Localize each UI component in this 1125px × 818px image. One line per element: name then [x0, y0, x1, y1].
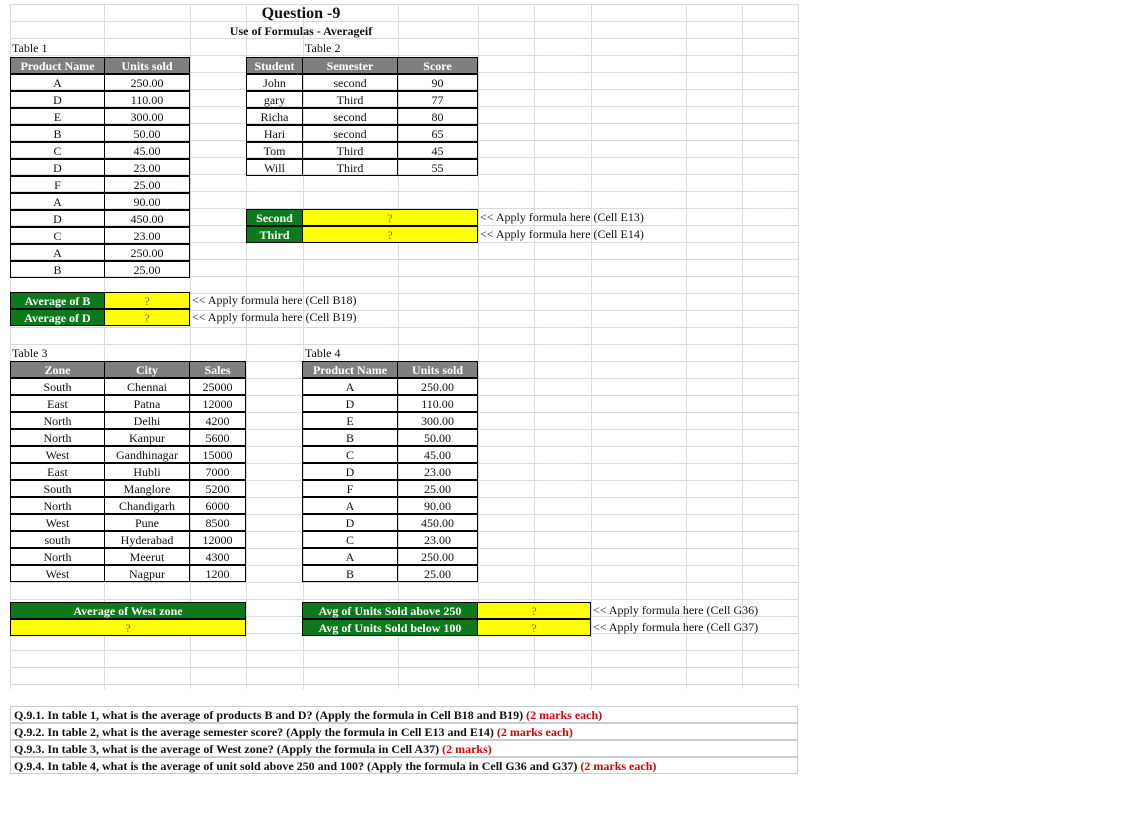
- table2-cell[interactable]: second: [302, 108, 398, 125]
- avg-second-cell[interactable]: ?: [302, 209, 478, 226]
- table3-cell[interactable]: 25000: [189, 378, 246, 395]
- avg-west-cell[interactable]: ?: [10, 619, 246, 636]
- table4-cell[interactable]: A: [302, 548, 398, 565]
- table3-cell[interactable]: Chandigarh: [104, 497, 190, 514]
- table3-cell[interactable]: 1200: [189, 565, 246, 582]
- table2-cell[interactable]: 77: [397, 91, 478, 108]
- gridline: [190, 4, 191, 689]
- table2-cell[interactable]: Tom: [246, 142, 303, 159]
- table3-cell[interactable]: West: [10, 446, 105, 463]
- table1-header-product[interactable]: Product Name: [10, 57, 105, 74]
- table4-cell[interactable]: 45.00: [397, 446, 478, 463]
- table2-cell[interactable]: Third: [302, 142, 398, 159]
- question-text: Q.9.4. In table 4, what is the average of unit sold above 250 and 100? (Apply the formula in Cell G36 and G37): [14, 759, 578, 773]
- page-subtitle[interactable]: Use of Formulas - Averageif: [229, 24, 373, 38]
- table4-cell[interactable]: 23.00: [397, 463, 478, 480]
- table1-cell[interactable]: A: [10, 244, 105, 261]
- gridline: [10, 582, 798, 583]
- table1-cell[interactable]: 250.00: [104, 74, 190, 91]
- table2-cell[interactable]: 45: [397, 142, 478, 159]
- table3-cell[interactable]: 15000: [189, 446, 246, 463]
- question-9-1[interactable]: [10, 706, 798, 723]
- table1-cell[interactable]: 450.00: [104, 210, 190, 227]
- table4-cell[interactable]: B: [302, 565, 398, 582]
- avg-third-cell[interactable]: ?: [302, 226, 478, 243]
- table2-cell[interactable]: 55: [397, 159, 478, 176]
- table1-cell[interactable]: 90.00: [104, 193, 190, 210]
- table3-header-city[interactable]: City: [104, 361, 190, 378]
- gridline: [10, 55, 798, 56]
- table4-cell[interactable]: F: [302, 480, 398, 497]
- table1-cell[interactable]: A: [10, 74, 105, 91]
- avg-above-250-cell[interactable]: ?: [477, 602, 591, 619]
- table3-cell[interactable]: Hubli: [104, 463, 190, 480]
- table3-cell[interactable]: North: [10, 548, 105, 565]
- table1-cell[interactable]: C: [10, 142, 105, 159]
- table1-cell[interactable]: B: [10, 125, 105, 142]
- table4-cell[interactable]: 23.00: [397, 531, 478, 548]
- table4-cell[interactable]: D: [302, 463, 398, 480]
- table1-cell[interactable]: 25.00: [104, 176, 190, 193]
- table2-header-score[interactable]: Score: [397, 57, 478, 74]
- table4-cell[interactable]: A: [302, 497, 398, 514]
- table3-cell[interactable]: West: [10, 514, 105, 531]
- table3-cell[interactable]: 4300: [189, 548, 246, 565]
- table4-cell[interactable]: 50.00: [397, 429, 478, 446]
- question-9-2[interactable]: [10, 723, 798, 740]
- table3-cell[interactable]: Gandhinagar: [104, 446, 190, 463]
- table1-cell[interactable]: 300.00: [104, 108, 190, 125]
- table3-cell[interactable]: 5200: [189, 480, 246, 497]
- avg-west-label[interactable]: Average of West zone: [10, 602, 246, 619]
- table3-header-sales[interactable]: Sales: [189, 361, 246, 378]
- table1-cell[interactable]: 50.00: [104, 125, 190, 142]
- table4-cell[interactable]: D: [302, 395, 398, 412]
- avg-b-label[interactable]: Average of B: [10, 292, 105, 309]
- gridline: [10, 667, 798, 668]
- avg-third-label[interactable]: Third: [246, 226, 303, 243]
- gridline: [686, 4, 687, 689]
- table4-cell[interactable]: B: [302, 429, 398, 446]
- avg-b-cell[interactable]: ?: [104, 292, 190, 309]
- table1-cell[interactable]: B: [10, 261, 105, 278]
- table3-cell[interactable]: Meerut: [104, 548, 190, 565]
- gridline: [10, 684, 798, 685]
- table3-cell[interactable]: south: [10, 531, 105, 548]
- table1-cell[interactable]: 45.00: [104, 142, 190, 159]
- question-9-4[interactable]: [10, 757, 798, 774]
- table4-caption[interactable]: Table 4: [305, 346, 341, 360]
- table1-cell[interactable]: 23.00: [104, 159, 190, 176]
- table2-header-semester[interactable]: Semester: [302, 57, 398, 74]
- avg-second-label[interactable]: Second: [246, 209, 303, 226]
- gridline: [591, 4, 592, 689]
- page-title[interactable]: Question -9: [261, 5, 341, 22]
- table1-cell[interactable]: 23.00: [104, 227, 190, 244]
- table3-cell[interactable]: 12000: [189, 531, 246, 548]
- avg-d-note[interactable]: << Apply formula here (Cell B19): [192, 310, 357, 324]
- table4-cell[interactable]: 25.00: [397, 565, 478, 582]
- table3-cell[interactable]: 7000: [189, 463, 246, 480]
- question-text: Q.9.2. In table 2, what is the average semester score? (Apply the formula in Cell E13 and E14): [14, 725, 494, 739]
- table2-cell[interactable]: John: [246, 74, 303, 91]
- question-marks: (2 marks each): [580, 759, 657, 773]
- avg-above-250-label[interactable]: Avg of Units Sold above 250: [302, 602, 478, 619]
- avg-above-250-note[interactable]: << Apply formula here (Cell G36): [593, 603, 759, 617]
- gridline: [742, 4, 743, 689]
- table2-cell[interactable]: Third: [302, 159, 398, 176]
- table1-cell[interactable]: A: [10, 193, 105, 210]
- table3-cell[interactable]: North: [10, 497, 105, 514]
- gridline: [534, 4, 535, 689]
- table3-cell[interactable]: Manglore: [104, 480, 190, 497]
- table4-cell[interactable]: 110.00: [397, 395, 478, 412]
- table1-cell[interactable]: D: [10, 91, 105, 108]
- table3-cell[interactable]: West: [10, 565, 105, 582]
- table1-cell[interactable]: 110.00: [104, 91, 190, 108]
- table4-cell[interactable]: 250.00: [397, 378, 478, 395]
- table2-cell[interactable]: Third: [302, 91, 398, 108]
- table1-cell[interactable]: 25.00: [104, 261, 190, 278]
- question-text: Q.9.1. In table 1, what is the average of products B and D? (Apply the formula in Cell B18 and B19): [14, 708, 524, 722]
- question-marks: (2 marks): [442, 742, 492, 756]
- table4-cell[interactable]: 300.00: [397, 412, 478, 429]
- table1-cell[interactable]: C: [10, 227, 105, 244]
- table3-cell[interactable]: Patna: [104, 395, 190, 412]
- table3-cell[interactable]: Nagpur: [104, 565, 190, 582]
- table3-header-zone[interactable]: Zone: [10, 361, 105, 378]
- table2-cell[interactable]: second: [302, 125, 398, 142]
- table1-header-units[interactable]: Units sold: [104, 57, 190, 74]
- table4-cell[interactable]: E: [302, 412, 398, 429]
- table1-cell[interactable]: D: [10, 159, 105, 176]
- table4-cell[interactable]: 450.00: [397, 514, 478, 531]
- table4-cell[interactable]: 25.00: [397, 480, 478, 497]
- gridline: [10, 650, 798, 651]
- table4-cell[interactable]: D: [302, 514, 398, 531]
- table2-cell[interactable]: second: [302, 74, 398, 91]
- question-marks: (2 marks each): [526, 708, 603, 722]
- question-marks: (2 marks each): [496, 725, 573, 739]
- table2-cell[interactable]: 65: [397, 125, 478, 142]
- avg-second-note[interactable]: << Apply formula here (Cell E13): [480, 210, 644, 224]
- table4-cell[interactable]: C: [302, 531, 398, 548]
- table1-caption[interactable]: Table 1: [12, 41, 48, 55]
- table2-cell[interactable]: 90: [397, 74, 478, 91]
- gridline: [798, 4, 799, 689]
- table3-cell[interactable]: North: [10, 412, 105, 429]
- gridline: [10, 327, 798, 328]
- table3-cell[interactable]: Hyderabad: [104, 531, 190, 548]
- avg-below-100-label[interactable]: Avg of Units Sold below 100: [302, 619, 478, 636]
- table3-cell[interactable]: South: [10, 378, 105, 395]
- table3-caption[interactable]: Table 3: [12, 346, 48, 360]
- avg-below-100-cell[interactable]: ?: [477, 619, 591, 636]
- table2-cell[interactable]: Richa: [246, 108, 303, 125]
- table3-cell[interactable]: 8500: [189, 514, 246, 531]
- table2-header-student[interactable]: Student: [246, 57, 303, 74]
- table3-cell[interactable]: 4200: [189, 412, 246, 429]
- gridline: [10, 599, 798, 600]
- table2-caption[interactable]: Table 2: [305, 41, 341, 55]
- table4-cell[interactable]: C: [302, 446, 398, 463]
- table3-cell[interactable]: 5600: [189, 429, 246, 446]
- table3-cell[interactable]: Delhi: [104, 412, 190, 429]
- table4-header-units[interactable]: Units sold: [397, 361, 478, 378]
- table1-cell[interactable]: D: [10, 210, 105, 227]
- table1-cell[interactable]: 250.00: [104, 244, 190, 261]
- table1-cell[interactable]: E: [10, 108, 105, 125]
- table2-cell[interactable]: Hari: [246, 125, 303, 142]
- table1-cell[interactable]: F: [10, 176, 105, 193]
- gridline: [478, 4, 479, 689]
- avg-d-cell[interactable]: ?: [104, 309, 190, 326]
- gridline: [10, 344, 798, 345]
- table2-cell[interactable]: gary: [246, 91, 303, 108]
- table3-cell[interactable]: 12000: [189, 395, 246, 412]
- avg-below-100-note[interactable]: << Apply formula here (Cell G37): [593, 620, 759, 634]
- table4-header-product[interactable]: Product Name: [302, 361, 398, 378]
- table4-cell[interactable]: 250.00: [397, 548, 478, 565]
- table3-cell[interactable]: South: [10, 480, 105, 497]
- table2-cell[interactable]: 80: [397, 108, 478, 125]
- table4-cell[interactable]: 90.00: [397, 497, 478, 514]
- table3-cell[interactable]: East: [10, 463, 105, 480]
- table3-cell[interactable]: Chennai: [104, 378, 190, 395]
- table3-cell[interactable]: East: [10, 395, 105, 412]
- table4-cell[interactable]: A: [302, 378, 398, 395]
- avg-d-label[interactable]: Average of D: [10, 309, 105, 326]
- avg-b-note[interactable]: << Apply formula here (Cell B18): [192, 293, 357, 307]
- table3-cell[interactable]: Kanpur: [104, 429, 190, 446]
- question-9-3[interactable]: [10, 740, 798, 757]
- question-text: Q.9.3. In table 3, what is the average of West zone? (Apply the formula in Cell A37): [14, 742, 440, 756]
- table2-cell[interactable]: Will: [246, 159, 303, 176]
- table3-cell[interactable]: Pune: [104, 514, 190, 531]
- table3-cell[interactable]: North: [10, 429, 105, 446]
- avg-third-note[interactable]: << Apply formula here (Cell E14): [480, 227, 644, 241]
- table3-cell[interactable]: 6000: [189, 497, 246, 514]
